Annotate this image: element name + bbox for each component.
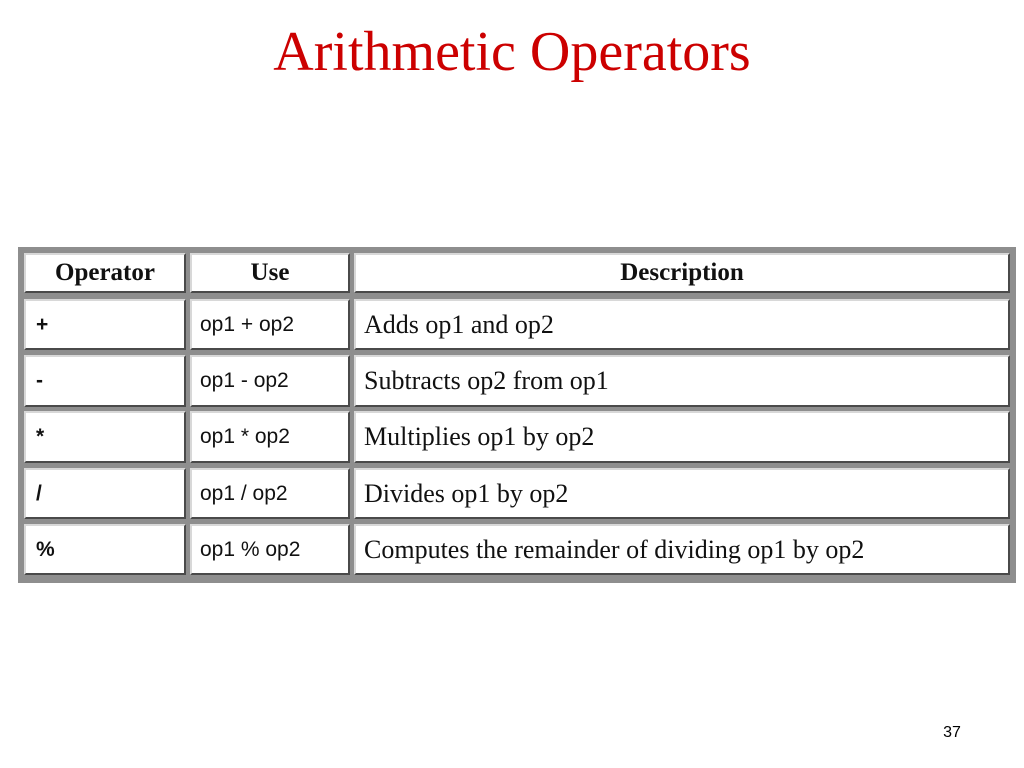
table-cell-operator: % [24,524,186,575]
table-cell-use: op1 + op2 [190,299,350,350]
page-number: 37 [943,724,961,741]
table-cell-description: Subtracts op2 from op1 [354,355,1010,407]
operators-table [18,247,1016,583]
table-cell-description: Adds op1 and op2 [354,299,1010,350]
table-cell-use: op1 - op2 [190,355,350,407]
table-cell-description: Multiplies op1 by op2 [354,411,1010,463]
table-cell-use: op1 / op2 [190,468,350,519]
table-cell-operator: - [24,355,186,407]
slide-title: Arithmetic Operators [273,21,751,83]
header-operator: Operator [24,253,186,293]
table-cell-use: op1 * op2 [190,411,350,463]
table-cell-description: Computes the remainder of dividing op1 by op2 [354,524,1010,575]
table-cell-operator: / [24,468,186,519]
header-description: Description [354,253,1010,293]
table-cell-use: op1 % op2 [190,524,350,575]
table-cell-operator: * [24,411,186,463]
header-use: Use [190,253,350,293]
table-cell-operator: + [24,299,186,350]
table-cell-description: Divides op1 by op2 [354,468,1010,519]
